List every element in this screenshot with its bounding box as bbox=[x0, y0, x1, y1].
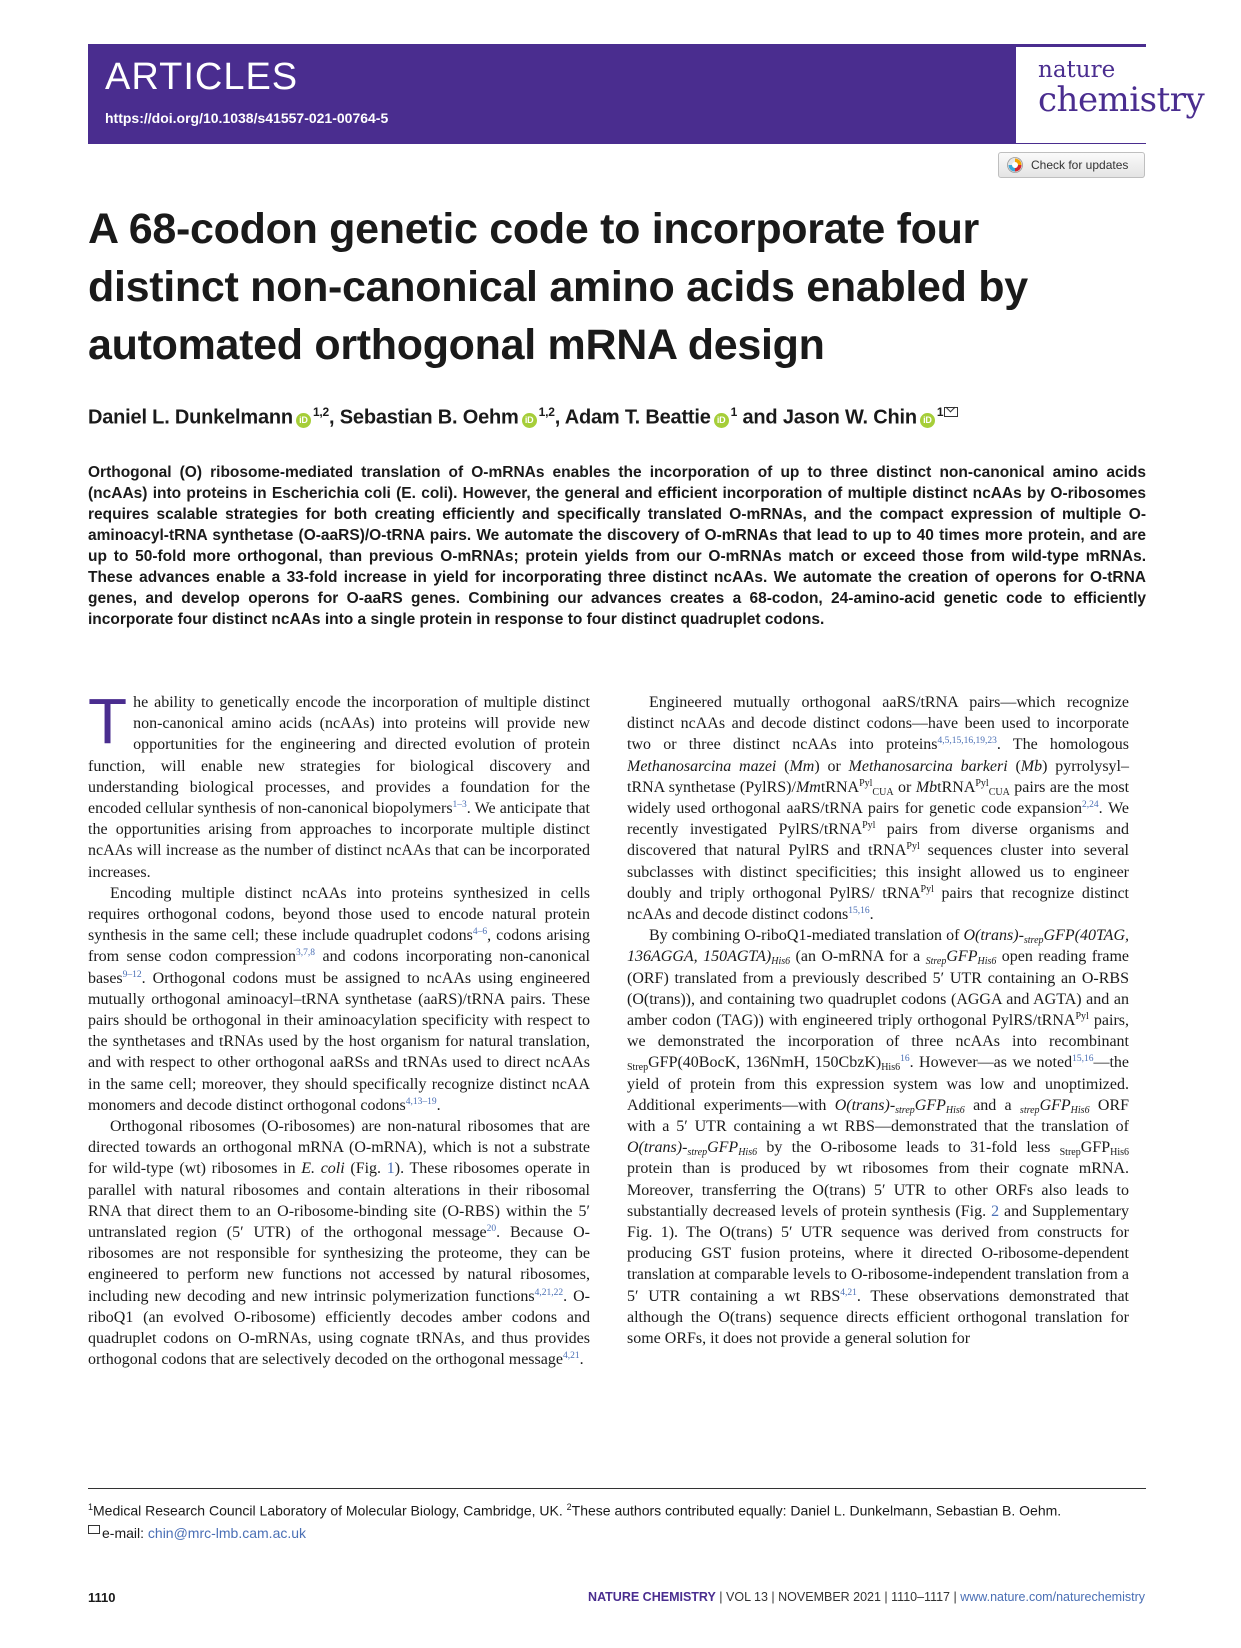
footnote-affiliations: $^1$Medical Research Council Laboratory of Molecular Biology, Cambridge, UK. $^2$These authors contributed equally: Daniel L. Dunkelmann, Sebastian B. Oehm. bbox=[88, 1502, 1062, 1519]
footnote-divider bbox=[88, 1488, 1146, 1489]
body-paragraph: The ability to genetically encode the incorporation of multiple distinct non-canonical amino acids (ncAAs) into proteins will provide new opportunities for the engineering and directed evolution of protein function, will enable new strategies for biological discovery and understanding biological processes, and provides a foundation for the encoded cellular synthesis of non-canonical biopolymers$^{1-3}$. We anticipate that the opportunities arising from approaches to incorporate multiple distinct ncAAs will increase as the number of distinct ncAAs that can be incorporated increases. bbox=[88, 685, 591, 881]
body-paragraph: Orthogonal ribosomes (O-ribosomes) are non-natural ribosomes that are directed towards an orthogonal mRNA (O-mRNA), which is not a substrate for wild-type (wt) ribosomes in E. coli (Fig. 1). These ribosomes operate in parallel with natural ribosomes and contain alterations in their ribosomal RNA that direct them to an O-ribosome-binding site (O-RBS) within the 5′ untranslated region (5′ UTR) of the orthogonal message$^{20}$. Because O-ribosomes are not responsible for synthesizing the proteome, they can be engineered to perform new functions not accessed by natural ribosomes, including new decoding and new intrinsic polymerization functions$^{4,21,22}$. O-riboQ1 (an evolved O-ribosome) efficiently decodes amber codons and quadruplet codons on O-mRNAs, using cognate tRNAs, and thus provides orthogonal codons that are selectively decoded on the orthogonal message$^{4,21}$. bbox=[88, 1118, 591, 1369]
author-name[interactable]: Daniel L. Dunkelmann bbox=[88, 406, 293, 429]
body-column-right bbox=[627, 692, 1129, 1349]
title-line: automated orthogonal mRNA design bbox=[88, 321, 825, 369]
section-label: ARTICLES bbox=[105, 56, 299, 98]
author-name[interactable]: Jason W. Chin bbox=[782, 406, 917, 429]
orcid-icon[interactable]: iD bbox=[920, 413, 935, 428]
journal-name: NATURE CHEMISTRY bbox=[588, 1590, 716, 1604]
author-separator: , bbox=[329, 406, 340, 429]
email-label: e-mail: bbox=[102, 1524, 145, 1541]
author-affiliation: 1,2 bbox=[312, 405, 330, 419]
author-separator: and bbox=[737, 406, 783, 429]
affiliation-text: Medical Research Council Laboratory of Molecular Biology, Cambridge, UK. bbox=[93, 1502, 563, 1519]
author-name[interactable]: Sebastian B. Oehm bbox=[339, 406, 519, 429]
header-banner bbox=[88, 44, 1205, 144]
author-list bbox=[88, 405, 1146, 430]
orcid-icon[interactable]: iD bbox=[714, 413, 729, 428]
footnote-email bbox=[88, 1522, 1146, 1544]
email-icon bbox=[88, 1525, 100, 1534]
doi-link[interactable]: https://doi.org/10.1038/s41557-021-00764-5 bbox=[105, 110, 389, 126]
logo-chemistry-text: chemistry bbox=[1038, 80, 1205, 120]
orcid-icon[interactable]: iD bbox=[296, 413, 311, 428]
equal-contribution-text: These authors contributed equally: Daniel L. Dunkelmann, Sebastian B. Oehm. bbox=[571, 1502, 1062, 1519]
body-paragraph: Engineered mutually orthogonal aaRS/tRNA pairs—which recognize distinct ncAAs and decode distinct codons—have been used to incorporate two or three distinct ncAAs into proteins$^{4,5,15,16,19,23}$. The homologous Methanosarcina mazei (Mm) or Methanosarcina barkeri (Mb) pyrrolysyl–tRNA synthetase (PylRS)/MmtRNA$^{Pyl}_{CUA}$ or MbtRNA$^{Pyl}_{CUA}$ pairs are the most widely used orthogonal aaRS/tRNA pairs for genetic code expansion$^{2,24}$. We recently investigated PylRS/tRNA$^{Pyl}$ pairs from diverse organisms and discovered that natural PylRS and tRNA$^{Pyl}$ sequences cluster into several subclasses with distinct specificities; this insight allowed us to engineer doubly and triply orthogonal PylRS/ tRNA$^{Pyl}$ pairs that recognize distinct ncAAs and decode distinct codons$^{15,16}$. bbox=[627, 694, 1130, 924]
author-affiliation: 1 bbox=[936, 405, 944, 419]
page-number: 1110 bbox=[88, 1590, 116, 1605]
email-icon[interactable] bbox=[944, 407, 958, 417]
journal-url-link[interactable]: www.nature.com/naturechemistry bbox=[960, 1590, 1145, 1604]
drop-cap: T bbox=[88, 685, 128, 757]
journal-logo[interactable] bbox=[1016, 47, 1205, 143]
orcid-icon[interactable]: iD bbox=[522, 413, 537, 428]
abstract: Orthogonal (O) ribosome-mediated translation of O-mRNAs enables the incorporation of up to three distinct non-canonical amino acids (ncAAs) into proteins in Escherichia coli (E. coli). However, the general and efficient incorporation of multiple distinct ncAAs by O-ribosomes requires scalable strategies for both creating efficiently and specifically translated O-mRNAs, and the compact expression of multiple O-aminoacyl-tRNA synthetase (O-aaRS)/O-tRNA pairs. We automate the discovery of O-mRNAs that lead to up to 40 times more protein, and are up to 50-fold more orthogonal, than previous O-mRNAs; protein yields from our O-mRNAs match or exceed those from wild-type mRNAs. These advances enable a 33-fold increase in yield for incorporating three distinct ncAAs. We automate the creation of operons for O-tRNA genes, and develop operons for O-aaRS genes. Combining our advances creates a 68-codon, 24-amino-acid genetic code to efficiently incorporate four distinct ncAAs into a single protein in response to four distinct quadruplet codons. bbox=[88, 464, 1146, 628]
check-for-updates-label: Check for updates bbox=[1031, 158, 1129, 172]
author-affiliation: 1 bbox=[730, 405, 738, 419]
title-line: distinct non-canonical amino acids enabled by bbox=[88, 263, 1028, 311]
article-title bbox=[88, 200, 1146, 374]
author-affiliation: 1,2 bbox=[538, 405, 555, 419]
crossmark-icon bbox=[1007, 157, 1023, 173]
logo-nature-text: nature bbox=[1038, 57, 1116, 83]
author-separator: , bbox=[554, 406, 565, 429]
email-link[interactable]: chin@mrc-lmb.cam.ac.uk bbox=[147, 1524, 307, 1541]
journal-info bbox=[588, 1590, 1145, 1604]
title-line: A 68-codon genetic code to incorporate four bbox=[88, 205, 979, 253]
author-name[interactable]: Adam T. Beattie bbox=[564, 406, 711, 429]
body-paragraph: By combining O-riboQ1-mediated translation of $O(trans)-_{strep}GFP(40TAG$, 136AGGA, $150AGTA)_{His6}$ (an O-mRNA for a $_{Strep}GFP_{His6}$ open reading frame (ORF) translated from a previously described 5′ UTR containing an O-RBS (O(trans)), and containing two quadruplet codons (AGGA and AGTA) and an amber codon (TAG)) with engineered triply orthogonal PylRS/tRNA$^{Pyl}$ pairs, we demonstrated the incorporation of three ncAAs into recombinant $_{Strep}$GFP(40BocK, 136NmH, $150CbzK)_{His6}^{16}$. However—as we noted$^{15,16}$—the yield of protein from this expression system was low and unoptimized. Additional experiments—with $O(trans)-_{strep}GFP_{His6}$ and a $_{strep}GFP_{His6}$ ORF with a 5′ UTR containing a wt RBS—demonstrated that the translation of $O(trans)-_{strep}GFP_{His6}$ by the O-ribosome leads to 31-fold less $_{Strep}GFP_{His6}$ protein than is produced by wt ribosomes from their cognate mRNA. Moreover, transferring the O(trans) 5′ UTR to other ORFs also leads to substantially decreased levels of protein synthesis (Fig. 2 and Supplementary Fig. 1). The O(trans) 5′ UTR sequence was derived from constructs for producing GST fusion proteins, where it directed O-ribosome-dependent translation at comparable levels to O-ribosome-independent translation from a 5′ UTR containing a wt RBS$^{4,21}$. These observations demonstrated that although the O(trans) sequence directs efficient orthogonal translation for some ORFs, it does not provide a general solution for bbox=[627, 927, 1130, 1348]
body-column-left bbox=[88, 685, 591, 1371]
body-paragraph: Encoding multiple distinct ncAAs into proteins synthesized in cells requires orthogonal codons, beyond those used to encode natural protein synthesis in the same cell; these include quadruplet codons$^{4-6}$, codons arising from sense codon compression$^{3,7,8}$ and codons incorporating non-canonical bases$^{9-12}$. Orthogonal codons must be assigned to ncAAs using engineered mutually orthogonal aminoacyl–tRNA synthetase (aaRS)/tRNA pairs. These pairs should be orthogonal in their aminoacylation specificity with respect to the synthetases and tRNAs used by the host organism for natural translation, and with respect to other orthogonal aaRSs and tRNAs used to direct ncAAs in the same cell; moreover, they should specifically recognize distinct ncAA monomers and decode distinct orthogonal codons$^{4,13-19}$. bbox=[88, 884, 591, 1114]
issue-info: | VOL 13 | NOVEMBER 2021 | 1110–1117 | bbox=[715, 1590, 961, 1604]
footnote bbox=[88, 1496, 1146, 1544]
check-for-updates-button[interactable] bbox=[998, 152, 1145, 178]
